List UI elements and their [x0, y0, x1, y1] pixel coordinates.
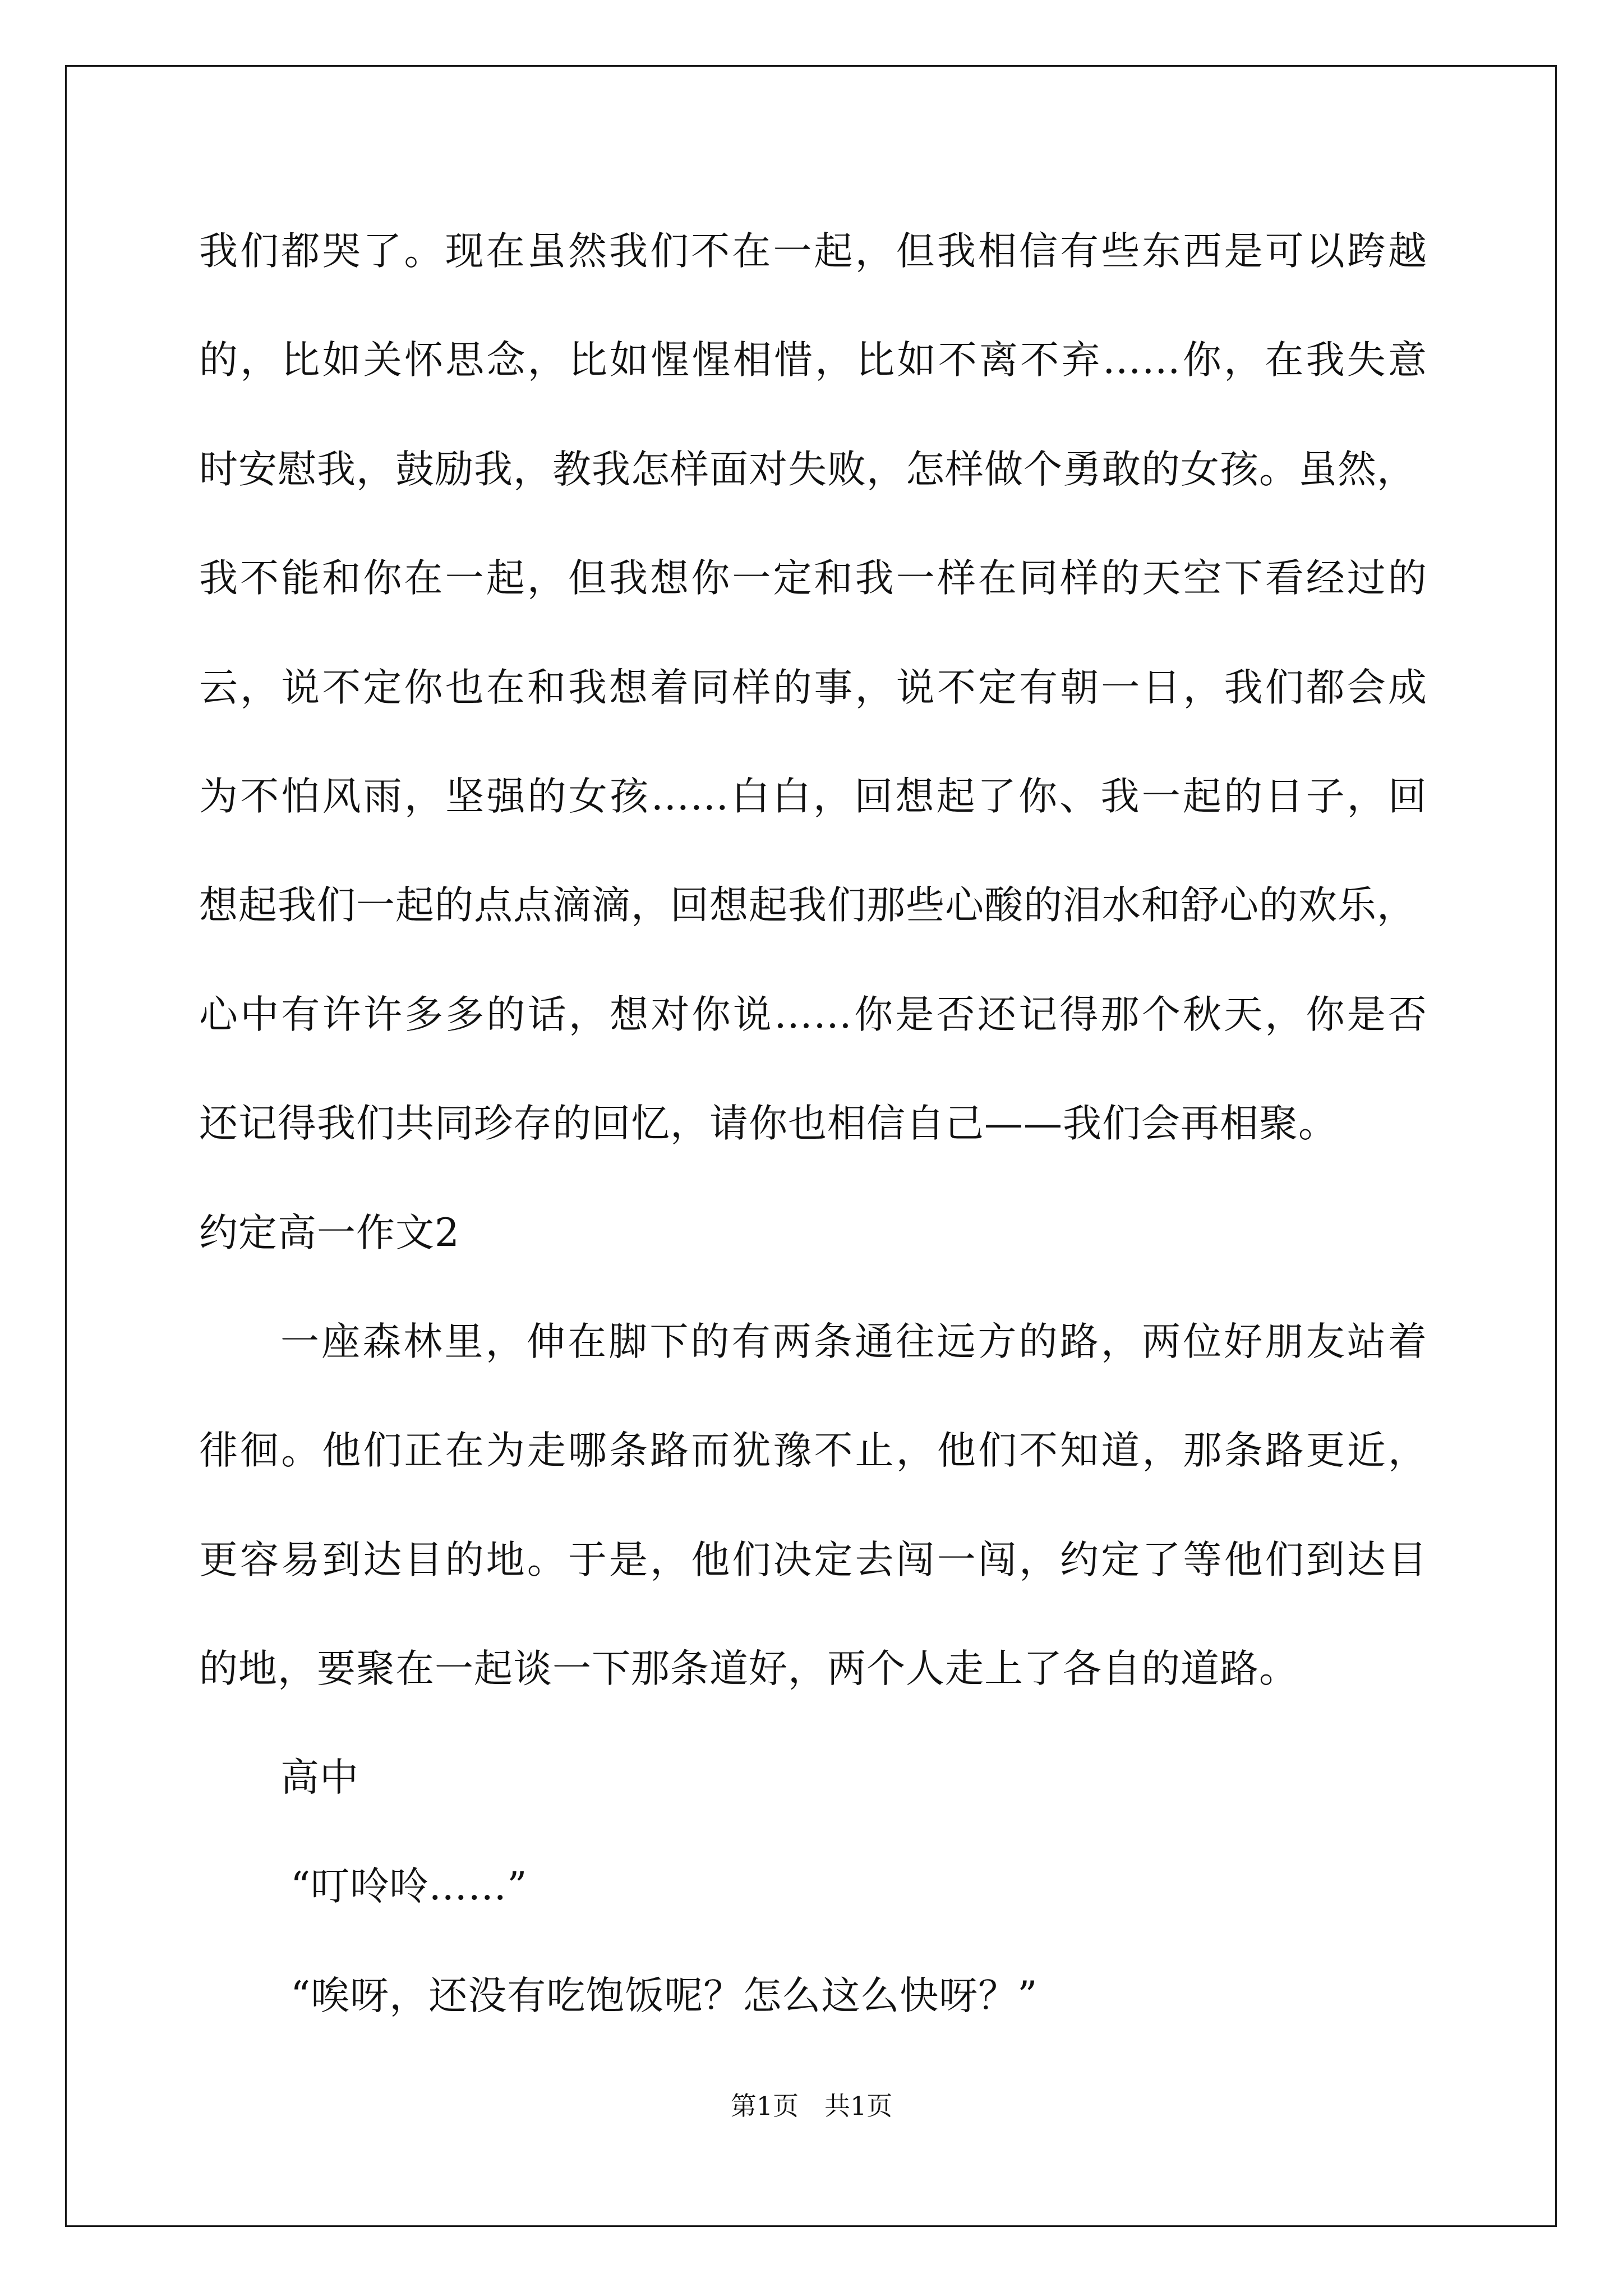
paragraph-line: 的地，要聚在一起谈一下那条道好，两个人走上了各自的道路。 [199, 1646, 1298, 1691]
paragraph-line: 时安慰我，鼓励我，教我怎样面对失败，怎样做个勇敢的女孩。虽然， [199, 447, 1416, 492]
page-border [65, 65, 1557, 2227]
subheading: 高中 [280, 1755, 359, 1800]
paragraph-line: 一座森林里，伸在脚下的有两条通往远方的路，两位好朋友站着 [280, 1319, 1427, 1364]
paragraph-line: 想起我们一起的点点滴滴，回想起我们那些心酸的泪水和舒心的欢乐， [199, 883, 1416, 928]
section-heading: 约定高一作文2 [199, 1211, 460, 1255]
paragraph-line: 为不怕风雨，坚强的女孩……白白，回想起了你、我一起的日子，回 [199, 774, 1427, 819]
dialogue-line: “叮呤呤……” [291, 1864, 528, 1909]
dialogue-line: “唉呀，还没有吃饱饭呢？怎么这么快呀？” [291, 1973, 1038, 2018]
paragraph-line: 更容易到达目的地。于是，他们决定去闯一闯，约定了等他们到达目 [199, 1538, 1427, 1582]
page-footer: 第1页 共1页 [730, 2091, 893, 2121]
paragraph-line: 云，说不定你也在和我想着同样的事，说不定有朝一日，我们都会成 [199, 665, 1427, 710]
paragraph-line: 徘徊。他们正在为走哪条路而犹豫不止，他们不知道，那条路更近， [199, 1428, 1427, 1473]
paragraph-line: 还记得我们共同珍存的回忆，请你也相信自己——我们会再相聚。 [199, 1101, 1338, 1146]
paragraph-line: 我不能和你在一起，但我想你一定和我一样在同样的天空下看经过的 [199, 556, 1427, 601]
paragraph-line: 我们都哭了。现在虽然我们不在一起，但我相信有些东西是可以跨越 [199, 229, 1427, 274]
paragraph-line: 心中有许许多多的话，想对你说……你是否还记得那个秋天，你是否 [199, 992, 1427, 1037]
paragraph-line: 的，比如关怀思念，比如惺惺相惜，比如不离不弃……你，在我失意 [199, 338, 1427, 383]
